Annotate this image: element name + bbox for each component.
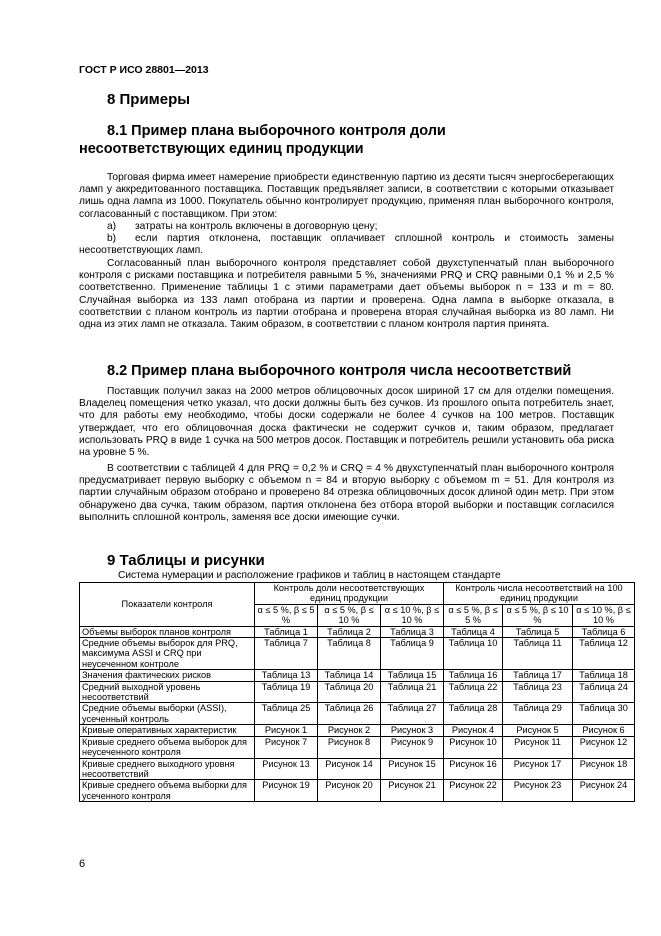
- list-marker: a): [107, 221, 117, 232]
- paragraph: [79, 386, 614, 459]
- table-cell: Таблица 16: [444, 670, 503, 681]
- table-cell: Таблица 10: [444, 638, 503, 670]
- table-caption: Система нумерации и расположение графиков и таблиц в настоящем стандарте: [118, 570, 501, 581]
- table-cell: Рисунок 6: [573, 725, 635, 736]
- paragraph-text: В соответствии с таблицей 4 для PRQ = 0,2 % и CRQ = 4 % двухступенчатый план выборочного контроля предусматривает первую выборку с объемом n = 84 и вторую выборку с объемом m = 51. Для контроля из партии случайным образом отобрано и проверено 84 отрезка облицовочных досок длиной один метр. При этом обнаружено два сучка, таким образом, партия отклонена без отбора второй выборки и поставщик согласился выполнить сплошной контроль, заменяя все доски имеющие сучки.: [79, 463, 614, 523]
- table-cell: Рисунок 19: [255, 780, 318, 802]
- table-subheader: α ≤ 5 %, β ≤ 5 %: [444, 604, 503, 626]
- table-cell: Рисунок 16: [444, 758, 503, 780]
- paragraph-text: Торговая фирма имеет намерение приобрести единственную партию из десяти тысяч энергосберегающих ламп у аккредитованного поставщика. Поставщик предъявляет записи, в соответствии с которыми отказывает лишь одна лампа из 1000. Покупатель обычно контролирует продукцию, применяя план выборочного контроля, согласованный с поставщиком. При этом:: [79, 172, 614, 220]
- row-label: Объемы выборок планов контроля: [80, 626, 255, 637]
- table-cell: Таблица 20: [318, 681, 381, 703]
- table-header-group-fraction: Контроль доли несоответствующих единиц продукции: [255, 583, 444, 605]
- row-label: Кривые среднего выходного уровня несоответствий: [80, 758, 255, 780]
- table-cell: Рисунок 14: [318, 758, 381, 780]
- table-cell: Таблица 15: [381, 670, 444, 681]
- table-cell: Таблица 23: [503, 681, 573, 703]
- table-cell: Таблица 12: [573, 638, 635, 670]
- paragraph-text: Согласованный план выборочного контроля представляет собой двухступенчатый план выборочного контроля с рисками поставщика и потребителя равными 5 %, значениями PRQ и CRQ равными 0,1 % и 2,5 % соответственно. Применение таблицы 1 с этими параметрами дает объемы выборок n = 133 и m = 80. Случайная выборка из 133 ламп отобрана из партии и проверена. Одна лампа в выборке отказала, в соответствии с планом контроль из партии отобрана и проверена вторая случайная выборка из 80 ламп. Ни одна из этих ламп не отказала. Таким образом, в соответствии с планом контроля партия принята.: [79, 258, 614, 331]
- table-row: [80, 626, 635, 637]
- list-item: [79, 233, 614, 257]
- table-cell: Рисунок 11: [503, 736, 573, 758]
- section-9-title: 9 Таблицы и рисунки: [107, 552, 265, 569]
- table-cell: Таблица 21: [381, 681, 444, 703]
- table-cell: Таблица 1: [255, 626, 318, 637]
- list-item: [79, 221, 614, 233]
- table-cell: Рисунок 4: [444, 725, 503, 736]
- row-label: Средние объемы выборки (ASSI), усеченный контроль: [80, 703, 255, 725]
- table-cell: Рисунок 24: [573, 780, 635, 802]
- table-cell: Таблица 14: [318, 670, 381, 681]
- table-cell: Рисунок 9: [381, 736, 444, 758]
- table-cell: Таблица 26: [318, 703, 381, 725]
- row-label: Кривые среднего объема выборки для усеченного контроля: [80, 780, 255, 802]
- section-8-1-title-line1: 8.1 Пример плана выборочного контроля доли: [107, 123, 446, 139]
- table-row: [80, 681, 635, 703]
- list-item-text: если партия отклонена, поставщик оплачивает сплошной контроль и стоимость замены несоответствующих ламп.: [79, 233, 614, 257]
- table-cell: Рисунок 2: [318, 725, 381, 736]
- table-cell: Таблица 24: [573, 681, 635, 703]
- table-row: [80, 670, 635, 681]
- table-cell: Рисунок 21: [381, 780, 444, 802]
- table-row: [80, 780, 635, 802]
- table-row: [80, 725, 635, 736]
- table-cell: Таблица 13: [255, 670, 318, 681]
- table-cell: Таблица 2: [318, 626, 381, 637]
- table-cell: Таблица 4: [444, 626, 503, 637]
- table-cell: Рисунок 13: [255, 758, 318, 780]
- table-cell: Таблица 9: [381, 638, 444, 670]
- row-label: Средний выходной уровень несоответствий: [80, 681, 255, 703]
- section-8-title: 8 Примеры: [107, 91, 191, 108]
- table-cell: Таблица 25: [255, 703, 318, 725]
- table-cell: Таблица 19: [255, 681, 318, 703]
- paragraph: [79, 172, 614, 221]
- table-cell: Рисунок 8: [318, 736, 381, 758]
- section-8-1-title-line2: несоответствующих единиц продукции: [79, 141, 364, 157]
- table-subheader: α ≤ 5 %, β ≤ 5 %: [255, 604, 318, 626]
- table-cell: Таблица 5: [503, 626, 573, 637]
- table-subheader: α ≤ 5 %, β ≤ 10 %: [503, 604, 573, 626]
- table-cell: Рисунок 10: [444, 736, 503, 758]
- paragraph: [79, 463, 614, 524]
- table-cell: Таблица 7: [255, 638, 318, 670]
- table-cell: Таблица 8: [318, 638, 381, 670]
- table-cell: Рисунок 17: [503, 758, 573, 780]
- table-cell: Рисунок 3: [381, 725, 444, 736]
- row-label: Кривые среднего объема выборок для неусеченного контроля: [80, 736, 255, 758]
- table-cell: Рисунок 1: [255, 725, 318, 736]
- table-cell: Рисунок 23: [503, 780, 573, 802]
- table-cell: Таблица 18: [573, 670, 635, 681]
- page-number: 6: [79, 858, 86, 870]
- table-cell: Рисунок 15: [381, 758, 444, 780]
- table-cell: Рисунок 20: [318, 780, 381, 802]
- table-cell: Таблица 29: [503, 703, 573, 725]
- paragraph: [79, 258, 614, 331]
- table-cell: Таблица 3: [381, 626, 444, 637]
- table-row: [80, 703, 635, 725]
- table-row: [80, 638, 635, 670]
- table-cell: Таблица 11: [503, 638, 573, 670]
- table-cell: Рисунок 18: [573, 758, 635, 780]
- table-row: [80, 758, 635, 780]
- paragraph-text: Поставщик получил заказ на 2000 метров облицовочных досок шириной 17 см для отделки помещения. Владелец помещения четко указал, что доски должны быть без сучков. Из прошлого опыта потребитель знает, что для работы ему необходимо, чтобы доски содержали не более 4 сучков на 100 метров. Поставщик утверждает, что его облицовочная доска фактически не содержит сучков и, таким образом, предлагает использовать PRQ в виде 1 сучка на 500 метров досок. Поставщик и потребитель решили установить оба риска на уровне 5 %.: [79, 386, 614, 459]
- table-subheader: α ≤ 10 %, β ≤ 10 %: [381, 604, 444, 626]
- table-header-group-count: Контроль числа несоответствий на 100 единиц продукции: [444, 583, 635, 605]
- table-cell: Таблица 22: [444, 681, 503, 703]
- table-cell: Рисунок 12: [573, 736, 635, 758]
- table-subheader: α ≤ 5 %, β ≤ 10 %: [318, 604, 381, 626]
- document-header: ГОСТ Р ИСО 28801—2013: [79, 64, 209, 76]
- table-subheader: α ≤ 10 %, β ≤ 10 %: [573, 604, 635, 626]
- table-cell: Таблица 6: [573, 626, 635, 637]
- row-label: Кривые оперативных характеристик: [80, 725, 255, 736]
- table-cell: Таблица 30: [573, 703, 635, 725]
- table-cell: Таблица 27: [381, 703, 444, 725]
- list-item-text: затраты на контроль включены в договорную цену;: [135, 221, 378, 232]
- table-cell: Таблица 17: [503, 670, 573, 681]
- table-cell: Таблица 28: [444, 703, 503, 725]
- row-label: Значения фактических рисков: [80, 670, 255, 681]
- section-8-2-title: 8.2 Пример плана выборочного контроля числа несоответствий: [107, 363, 572, 379]
- numbering-table: [79, 582, 635, 802]
- table-row: [80, 736, 635, 758]
- table-header-indicators: Показатели контроля: [80, 583, 255, 627]
- table-cell: Рисунок 5: [503, 725, 573, 736]
- row-label: Средние объемы выборок для PRQ, максимума ASSI и CRQ при неусеченном контроле: [80, 638, 255, 670]
- table-cell: Рисунок 22: [444, 780, 503, 802]
- table-cell: Рисунок 7: [255, 736, 318, 758]
- list-marker: b): [107, 233, 117, 244]
